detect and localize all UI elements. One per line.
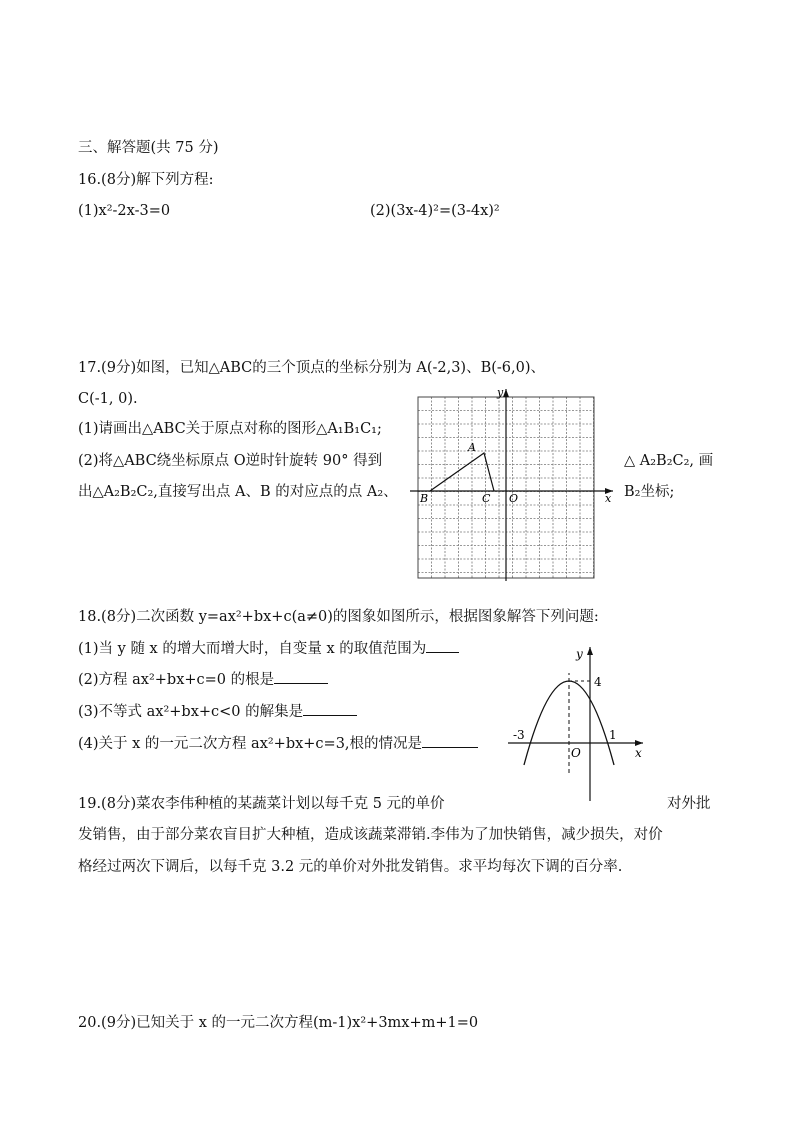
q18-parabola-figure xyxy=(503,643,653,803)
q16-part1: (1)x²-2x-3=0 xyxy=(78,203,171,219)
q18-root-1-label: 1 xyxy=(609,728,617,742)
q18-answer-blank-2[interactable] xyxy=(274,669,328,684)
q17-line3: (1)请画出△ABC关于原点对称的图形△A₁B₁C₁; xyxy=(78,421,382,437)
q17-coordinate-grid-figure xyxy=(405,385,620,585)
q17-origin-label: O xyxy=(509,492,519,505)
q18-y-axis-label: y xyxy=(576,647,583,661)
q18-part1: (1)当 y 随 x 的增大而增大时，自变量 x 的取值范围为 xyxy=(78,638,459,659)
q18-part4: (4)关于 x 的一元二次方程 ax²+bx+c=3,根的情况是 xyxy=(78,733,478,754)
q18-answer-blank-1[interactable] xyxy=(426,638,459,653)
q18-part2: (2)方程 ax²+bx+c=0 的根是 xyxy=(78,669,328,690)
q16-part2: (2)(3x-4)²=(3-4x)² xyxy=(370,203,500,219)
q19-line2: 发销售，由于部分菜农盲目扩大种植，造成该蔬菜滞销.李伟为了加快销售，减少损失，对价 xyxy=(78,827,663,843)
q17-line2: C(-1, 0). xyxy=(78,391,138,407)
q18-root-neg3-label: -3 xyxy=(513,728,525,742)
q20-line1: 20.(9分)已知关于 x 的一元二次方程(m-1)x²+3mx+m+1=0 xyxy=(78,1015,479,1031)
q19-line1-right: 对外批 xyxy=(667,796,711,812)
q17-line1: 17.(9分)如图，已知△ABC的三个顶点的坐标分别为 A(-2,3)、B(-6,0)、 xyxy=(78,360,546,376)
q18-origin-label: O xyxy=(571,746,581,760)
q18-part3: (3)不等式 ax²+bx+c<0 的解集是 xyxy=(78,701,357,722)
q17-point-c-label: C xyxy=(482,492,491,505)
q17-line5-left: 出△A₂B₂C₂,直接写出点 A、B 的对应点的点 A₂、 xyxy=(78,484,398,500)
q18-x-axis-label: x xyxy=(635,746,642,760)
q17-x-axis-label: x xyxy=(605,492,612,505)
q18-vertex-value-label: 4 xyxy=(594,675,602,689)
q17-line4-right: △ A₂B₂C₂, 画 xyxy=(624,453,714,469)
q18-answer-blank-4[interactable] xyxy=(422,733,478,748)
q17-y-axis-label: y xyxy=(497,386,504,399)
q17-point-a-label: A xyxy=(468,441,476,454)
q18-heading: 18.(8分)二次函数 y=ax²+bx+c(a≠0)的图象如图所示，根据图象解答下列问题: xyxy=(78,609,599,625)
section-title: 三、解答题(共 75 分) xyxy=(78,140,219,156)
q17-line4-left: (2)将△ABC绕坐标原点 O逆时针旋转 90° 得到 xyxy=(78,453,383,469)
q17-point-b-label: B xyxy=(420,492,429,505)
q18-answer-blank-3[interactable] xyxy=(303,701,357,716)
q19-line1-left: 19.(8分)菜农李伟种植的某蔬菜计划以每千克 5 元的单价 xyxy=(78,796,445,812)
q19-line3: 格经过两次下调后，以每千克 3.2 元的单价对外批发销售。求平均每次下调的百分率. xyxy=(78,859,623,875)
q17-line5-right: B₂坐标; xyxy=(624,484,675,500)
q16-heading: 16.(8分)解下列方程: xyxy=(78,172,214,188)
